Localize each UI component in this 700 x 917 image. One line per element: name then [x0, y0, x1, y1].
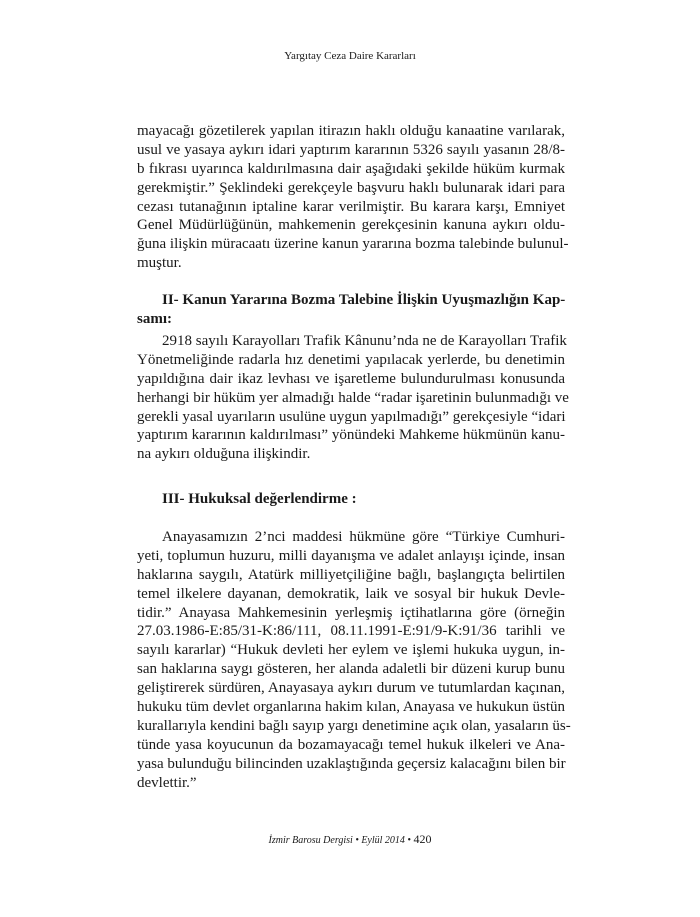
text-line: ğuna ilişkin müracaatı üzerine kanun yararına bozma talebinde bulunul- [137, 236, 569, 253]
text-line: usul ve yasaya aykırı idari yaptırım kararının 5326 sayılı yasanın 28/8- [137, 141, 565, 158]
text-line: tünde yasa koyucunun da bozamayacağı temel hukuk ilkeleri ve Ana- [137, 736, 565, 753]
paragraph-3 [137, 528, 571, 792]
text-line: hukuku tüm devlet organlarına hakim kılan, Anayasa ve hukukun üstün [137, 699, 565, 716]
text-line: gerekmiştir.” Şeklindeki gerekçeyle başvuru haklı bulunarak idari para [137, 179, 565, 196]
text-line: san haklarına saygı gösteren, her alanda adaletli bir düzeni kurup bunu [137, 661, 565, 678]
text-line: geliştirerek sürdüren, Anayasaya aykırı durum ve tutumlardan kaçınan, [137, 680, 565, 697]
text-line: gerekli yasal uyarıların usulüne uygun yapılmadığı” gerekçesiyle “idari [137, 408, 566, 425]
text-line: kurallarıyla kendini bağlı sayıp yargı denetimine açık olan, yasaların üs- [137, 717, 571, 734]
running-header: Yargıtay Ceza Daire Kararları [284, 50, 416, 62]
section-heading-3 [137, 490, 565, 509]
text-line: 27.03.1986-E:85/31-K:86/111, 08.11.1991-E:91/9-K:91/36 tarihli ve [137, 623, 565, 640]
text-line: na aykırı olduğuna ilişkindir. [137, 446, 311, 463]
text-line: yapıldığına dair ikaz levhası ve işaretleme bulundurulması konusunda [137, 370, 565, 387]
paragraph-1 [137, 122, 569, 273]
text-line: b fıkrası uyarınca kaldırılmasına dair aşağıdaki şekilde hüküm kurmak [137, 160, 565, 177]
text-line: Yönetmeliğinde radarla hız denetimi yapılacak yerlerde, bu denetimin [137, 351, 565, 368]
footer-separator: • [355, 835, 359, 846]
text-line: muştur. [137, 255, 182, 272]
footer-separator: • [407, 835, 411, 846]
page-number: 420 [413, 832, 432, 846]
text-line: Genel Müdürlüğünün, mahkemenin gerekçesinin kanuna aykırı oldu- [137, 217, 565, 234]
heading-line: samı: [137, 310, 172, 327]
text-line: cezası tutanağının iptaline karar verilmiştir. Bu karara karşı, Emniyet [137, 198, 565, 215]
text-line: sayılı kararlar) “Hukuk devleti her eylem ve işlemi hukuka uygun, in- [137, 642, 565, 659]
heading-line: II- Kanun Yararına Bozma Talebine İlişkin Uyuşmazlığın Kap- [162, 292, 566, 308]
heading-line: III- Hukuksal değerlendirme : [162, 491, 357, 507]
text-line: tidir.” Anayasa Mahkemesinin yerleşmiş içtihatlarına göre (örneğin [137, 604, 565, 621]
section-heading-2 [137, 291, 565, 329]
text-line: haklarına saygılı, Atatürk milliyetçiliğine bağlı, başlangıçta belirtilen [137, 566, 565, 583]
issue-date: Eylül 2014 [361, 835, 405, 846]
text-line: temel ilkelere dayanan, demokratik, laik ve sosyal bir hukuk Devle- [137, 585, 565, 602]
journal-name: İzmir Barosu Dergisi [268, 835, 353, 846]
text-line: 2918 sayılı Karayolları Trafik Kânunu’nda ne de Karayolları Trafik [162, 333, 567, 349]
text-line: mayacağı gözetilerek yapılan itirazın haklı olduğu kanaatine varılarak, [137, 123, 565, 139]
text-line: yeti, toplumun huzuru, milli dayanışma ve adalet anlayışı içinde, insan [137, 547, 565, 564]
text-line: Anayasamızın 2’nci maddesi hükmüne göre “Türkiye Cumhuri- [162, 529, 565, 545]
paragraph-2 [137, 332, 569, 464]
text-line: herhangi bir hüküm yer almadığı halde “radar işaretinin bulunmadığı ve [137, 389, 569, 406]
text-line: yaptırım kararının kaldırılması” yönündeki Mahkeme hükmünün kanu- [137, 427, 565, 444]
text-line: yasa bulunduğu bilincinden uzaklaştığında geçersiz kalacağını bilen bir [137, 755, 566, 772]
text-line: devlettir.” [137, 774, 197, 791]
page-footer [0, 832, 700, 847]
